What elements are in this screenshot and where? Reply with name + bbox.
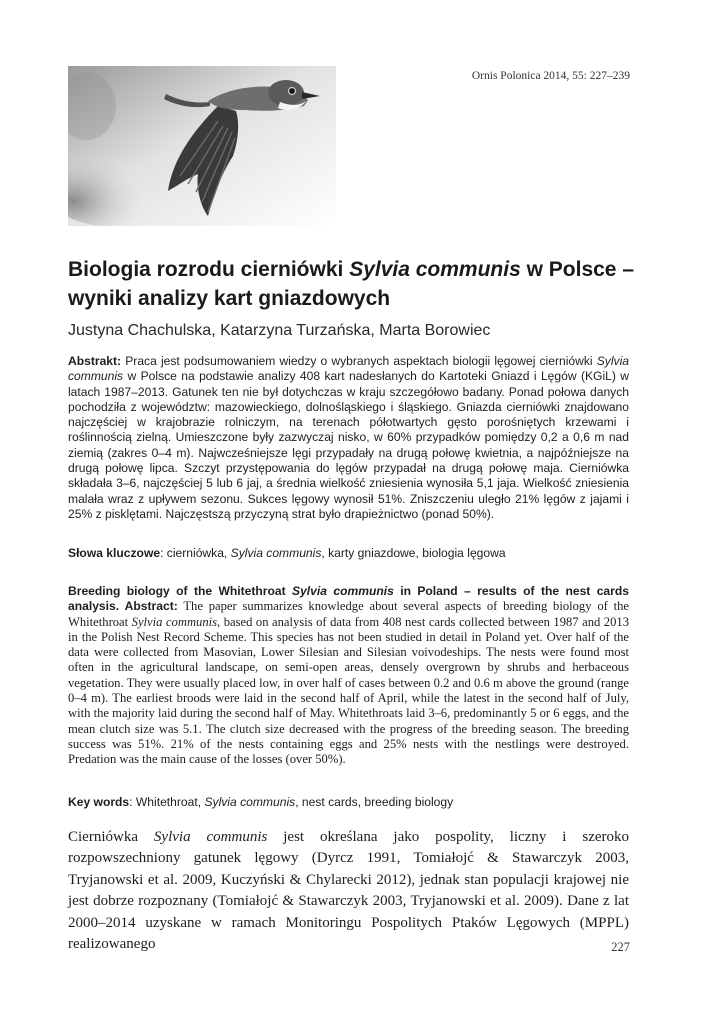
journal-reference: Ornis Polonica 2014, 55: 227–239 (471, 70, 630, 82)
keywords-english: Key words: Whitethroat, Sylvia communis, nest cards, breeding biology (68, 795, 454, 809)
abstract-english: Breeding biology of the Whitethroat Sylvia communis in Poland – results of the nest cards analysis. Abstract: The paper summarizes knowledge about several aspects of breeding biology of the Whitethroat Sylvia communis, based on analysis of data from 408 nest cards collected between 1987 and 2013 in the Polish Nest Record Scheme. This species has not been studied in detail in Poland yet. Over half of the data were collected from Masovian, Lower Silesian and Silesian voivodeships. The nests were found most often in the agricultural landscape, on semi-open areas, densely overgrown by shrubs and herbaceous vegetation. They were usually placed low, in over half of cases between 0.2 and 0.6 m above the ground (range 0–4 m). The earliest broods were laid in the second half of April, while the latest in the second half of July, with the majority laid during the second half of May. Whitethroats laid 3–6, predominantly 5 or 6 eggs, and the mean clutch size was 5.1. The clutch size decreased with the progress of the breeding season. The breeding success was 51%. 21% of the nests containing eggs and 25% nests with the nestlings were destroyed. Predation was the main cause of the losses (over 50%). (68, 584, 629, 767)
authors: Justyna Chachulska, Katarzyna Turzańska, Marta Borowiec (68, 322, 491, 339)
article-title: Biologia rozrodu cierniówki Sylvia communis w Polsce – wyniki analizy kart gniazdowych (68, 258, 635, 310)
body-paragraph: Cierniówka Sylvia communis jest określana jako pospolity, liczny i szeroko rozpowszechniony gatunek lęgowy (Dyrcz 1991, Tomiałojć & Stawarczyk 2003, Tryjanowski et al. 2009, Kuczyński & Chylarecki 2012), jednak stan populacji krajowej nie jest dobrze rozpoznany (Tomiałojć & Stawarczyk 2003, Tryjanowski et al. 2009). Dane z lat 2000–2014 uzyskane w ramach Monitoringu Pospolitych Ptaków Lęgowych (MPPL) realizowanego (68, 829, 630, 953)
bird-illustration (68, 66, 336, 226)
abstract-polish: Abstrakt: Praca jest podsumowaniem wiedzy o wybranych aspektach biologii lęgowej cierniówki Sylvia communis w Polsce na podstawie analizy 408 kart nadesłanych do Kartoteki Gniazd i Lęgów (KGiL) w latach 1987–2013. Gatunek ten nie był dotychczas w kraju szczegółowo badany. Ponad połowa danych pochodziła z województw: mazowieckiego, dolnośląskiego i śląskiego. Gniazda cierniówki znajdowano najczęściej w krajobrazie rolniczym, na terenach półotwartych gęsto porośniętych krzewami i roślinnością zielną. Umieszczone były zazwyczaj nisko, w 60% przypadków pomiędzy 0,2 a 0,6 m nad ziemią (zakres 0–4 m). Najwcześniejsze lęgi przypadały na drugą połowę kwietnia, a najpóźniejsze na drugą połowę lipca. Szczyt przystępowania do lęgów przypadał na drugą połowę maja. Cierniówka składała 3–6, najczęściej 5 lub 6 jaj, a średnia wielkość zniesienia wynosiła 5,1 jaja. Wielkość zniesienia malała wraz z upływem sezonu. Sukces lęgowy wynosił 51%. Zniszczeniu uległo 21% lęgów z jajami i 25% z pisklętami. Najczęstszą przyczyną strat było drapieżnictwo (ponad 50%). (68, 354, 629, 521)
keywords-polish: Słowa kluczowe: cierniówka, Sylvia communis, karty gniazdowe, biologia lęgowa (68, 546, 506, 560)
page-number: 227 (611, 940, 630, 954)
